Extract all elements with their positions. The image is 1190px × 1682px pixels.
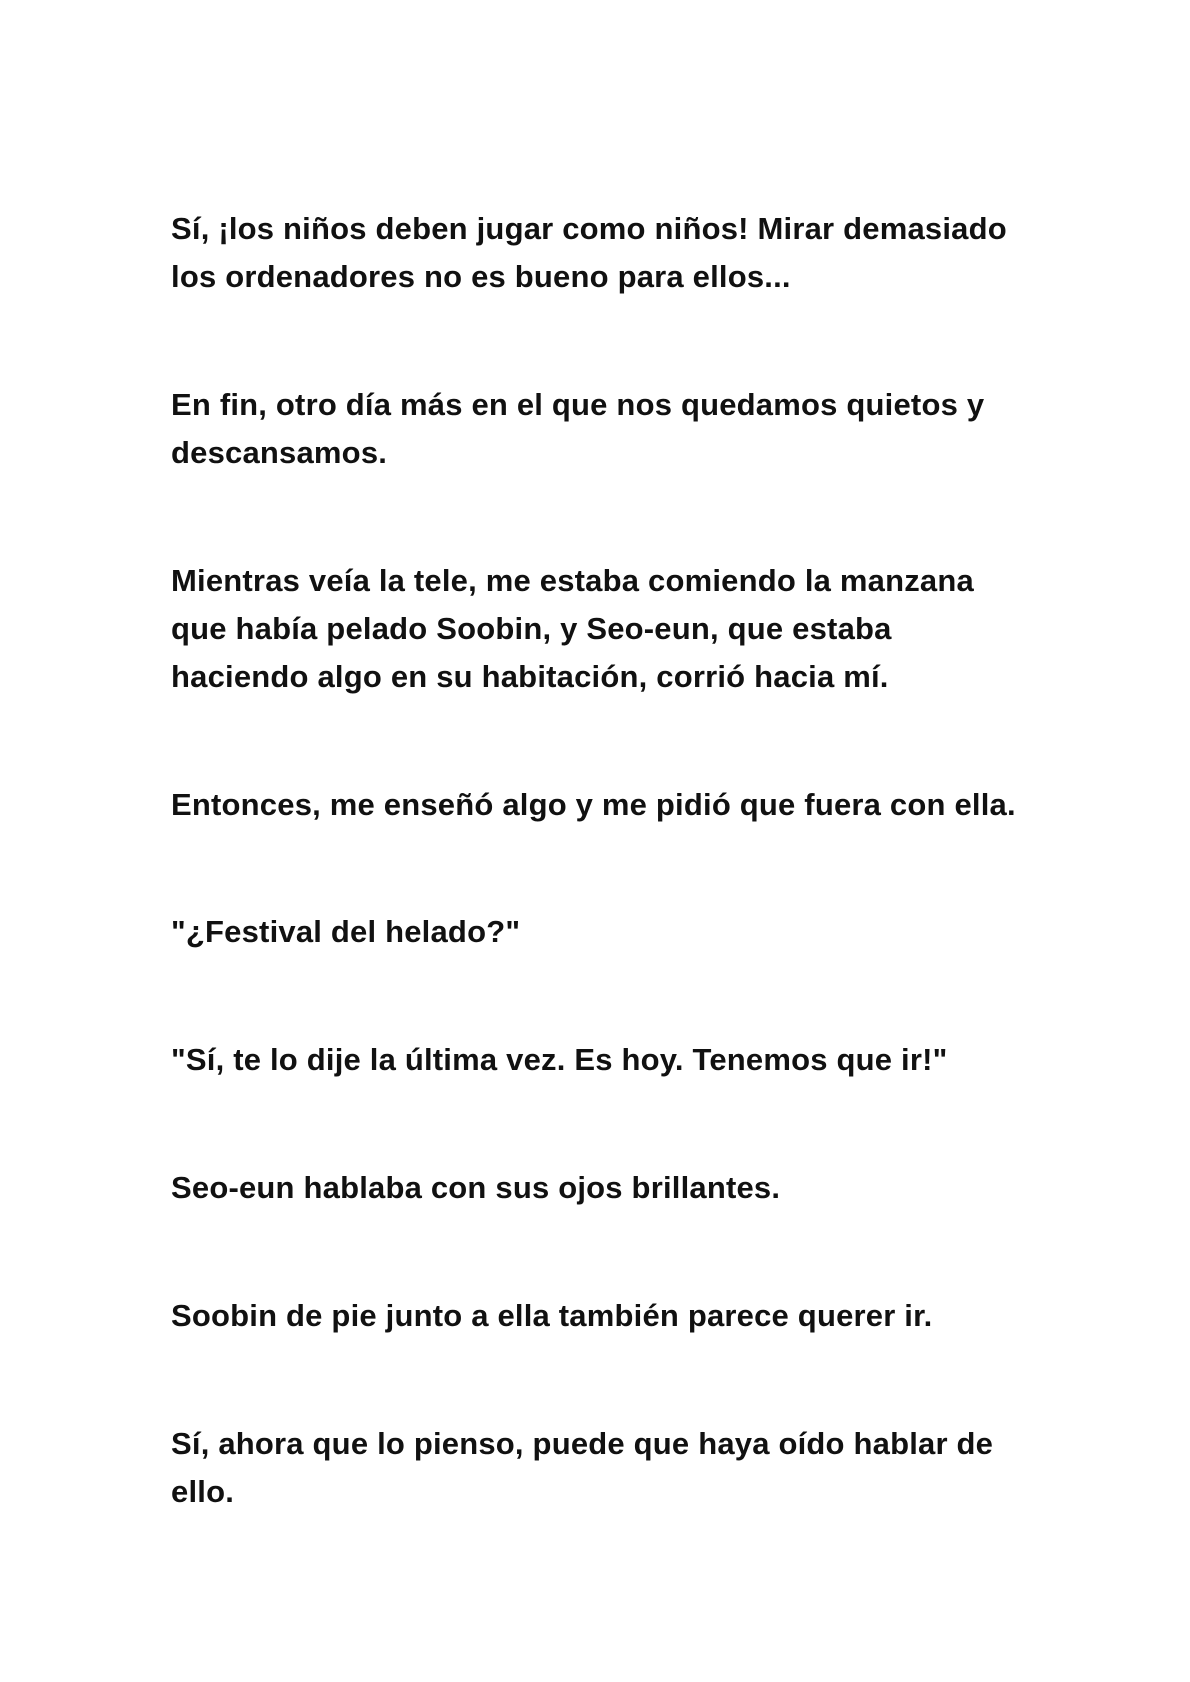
paragraph-line: "Sí, te lo dije la última vez. Es hoy. Tenemos que ir!"	[171, 1042, 948, 1077]
paragraph-8	[171, 1292, 1051, 1340]
paragraph-7	[171, 1164, 1051, 1212]
paragraph-3	[171, 557, 1051, 701]
paragraph-line: ello.	[171, 1474, 235, 1509]
paragraph-6	[171, 1036, 1051, 1084]
paragraph-line: que había pelado Soobin, y Seo-eun, que estaba	[171, 611, 892, 646]
paragraph-line: Mientras veía la tele, me estaba comiendo la manzana	[171, 563, 974, 598]
paragraph-line: haciendo algo en su habitación, corrió hacia mí.	[171, 659, 889, 694]
paragraph-line: Soobin de pie junto a ella también parece querer ir.	[171, 1298, 933, 1333]
paragraph-9	[171, 1420, 1051, 1516]
paragraph-line: Sí, ahora que lo pienso, puede que haya oído hablar de	[171, 1426, 994, 1461]
paragraph-line: descansamos.	[171, 435, 388, 470]
paragraph-line: Seo-eun hablaba con sus ojos brillantes.	[171, 1170, 781, 1205]
paragraph-line: Sí, ¡los niños deben jugar como niños! Mirar demasiado	[171, 211, 1007, 246]
paragraph-4	[171, 781, 1051, 829]
paragraph-line: los ordenadores no es bueno para ellos...	[171, 259, 791, 294]
paragraph-2	[171, 381, 1051, 477]
paragraph-line: Entonces, me enseñó algo y me pidió que fuera con ella.	[171, 787, 1016, 822]
paragraph-line: En fin, otro día más en el que nos quedamos quietos y	[171, 387, 985, 422]
paragraph-line: "¿Festival del helado?"	[171, 914, 521, 949]
paragraph-5	[171, 908, 1051, 956]
paragraph-1	[171, 205, 1051, 301]
